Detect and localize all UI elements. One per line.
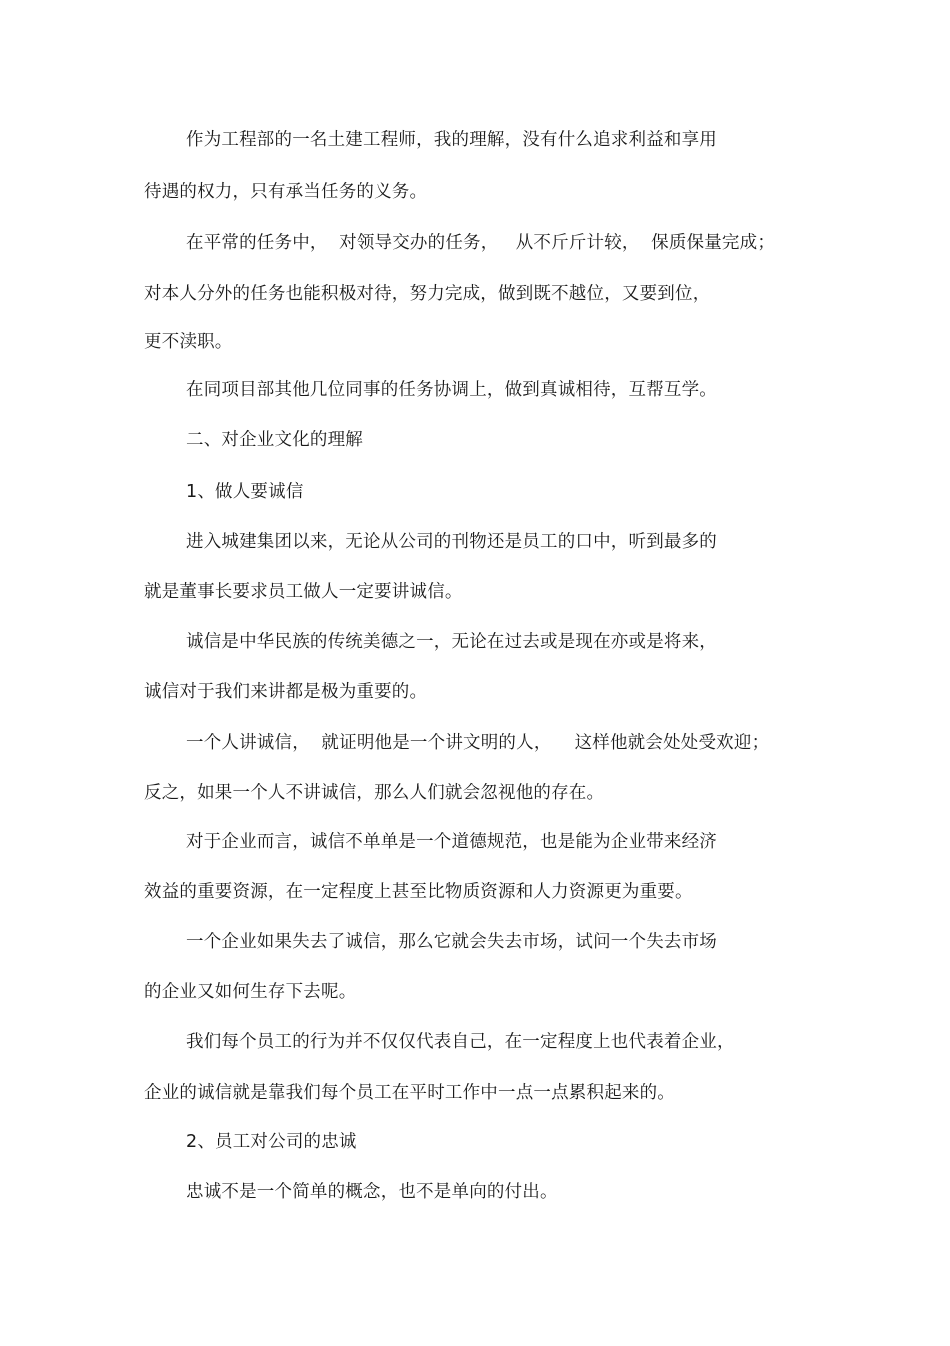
text-line-1: 作为工程部的一名土建工程师，我的理解，没有什么追求利益和享用 [186, 130, 717, 150]
subheading-2: 2、员工对公司的忠诚 [186, 1132, 357, 1152]
text-line-14: 反之，如果一个人不讲诚信，那么人们就会忽视他的存在。 [144, 783, 605, 803]
section-heading-2: 二、对企业文化的理解 [186, 430, 363, 450]
text-line-2: 待遇的权力，只有承当任务的义务。 [144, 182, 428, 202]
text-line-3: 在平常的任务中， 对领导交办的任务， 从不斤斤计较， 保质保量完成； [186, 233, 776, 253]
text-line-13: 一个人讲诚信， 就证明他是一个讲文明的人， 这样他就会处处受欢迎； [186, 733, 770, 753]
text-line-18: 的企业又如何生存下去呢。 [144, 982, 357, 1002]
text-line-19: 我们每个员工的行为并不仅仅代表自己，在一定程度上也代表着企业， [186, 1032, 735, 1052]
text-line-12: 诚信对于我们来讲都是极为重要的。 [144, 682, 428, 702]
text-line-22: 忠诚不是一个简单的概念，也不是单向的付出。 [186, 1182, 558, 1202]
text-line-10: 就是董事长要求员工做人一定要讲诚信。 [144, 582, 463, 602]
text-line-9: 进入城建集团以来，无论从公司的刊物还是员工的口中，听到最多的 [186, 532, 717, 552]
subheading-1: 1、做人要诚信 [186, 482, 304, 502]
text-line-17: 一个企业如果失去了诚信，那么它就会失去市场，试问一个失去市场 [186, 932, 717, 952]
text-line-20: 企业的诚信就是靠我们每个员工在平时工作中一点一点累积起来的。 [144, 1083, 675, 1103]
text-line-5: 更不渎职。 [144, 332, 233, 352]
text-line-4: 对本人分外的任务也能积极对待，努力完成，做到既不越位，又要到位， [144, 284, 711, 304]
text-line-16: 效益的重要资源，在一定程度上甚至比物质资源和人力资源更为重要。 [144, 882, 693, 902]
text-line-11: 诚信是中华民族的传统美德之一，无论在过去或是现在亦或是将来， [186, 632, 717, 652]
text-line-15: 对于企业而言，诚信不单单是一个道德规范，也是能为企业带来经济 [186, 832, 717, 852]
text-line-6: 在同项目部其他几位同事的任务协调上，做到真诚相待，互帮互学。 [186, 380, 717, 400]
